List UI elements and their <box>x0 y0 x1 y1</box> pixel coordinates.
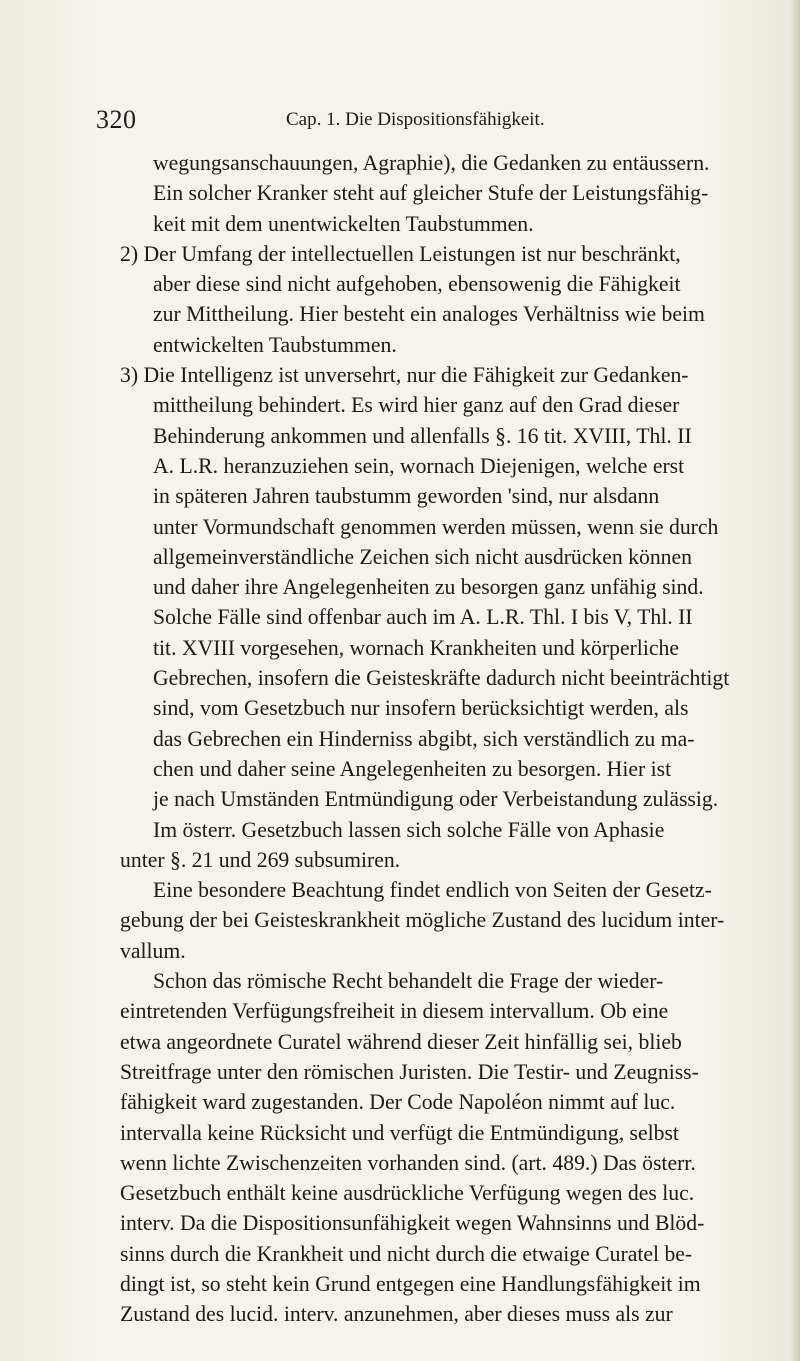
paragraph-first-line: Schon das römische Recht behandelt die Frage der wieder- <box>153 969 664 994</box>
text-line: gebung der bei Geisteskrankheit mögliche Zustand des lucidum inter- <box>120 908 725 933</box>
text-line: Zustand des lucid. interv. anzunehmen, aber dieses muss als zur <box>120 1302 673 1327</box>
text-line: Gesetzbuch enthält keine ausdrückliche Verfügung wegen des luc. <box>120 1181 695 1206</box>
text-line: wenn lichte Zwischenzeiten vorhanden sind. (art. 489.) Das österr. <box>120 1150 696 1175</box>
page-header <box>96 100 756 140</box>
text-line: das Gebrechen ein Hinderniss abgibt, sich verständlich zu ma- <box>153 726 695 751</box>
text-line: etwa angeordnete Curatel während dieser Zeit hinfällig sei, blieb <box>120 1029 682 1054</box>
text-line: aber diese sind nicht aufgehoben, ebensowenig die Fähigkeit <box>153 272 681 297</box>
text-line: intervalla keine Rücksicht und verfügt die Entmündigung, selbst <box>120 1120 679 1145</box>
text-line: mittheilung behindert. Es wird hier ganz auf den Grad dieser <box>153 393 680 418</box>
text-line: Streitfrage unter den römischen Juristen. Die Testir- und Zeugniss- <box>120 1059 699 1084</box>
text-line: sinns durch die Krankheit und nicht durch die etwaige Curatel be- <box>120 1241 693 1266</box>
text-line: wegungsanschauungen, Agraphie), die Gedanken zu entäussern. <box>153 151 710 175</box>
text-line: Gebrechen, insofern die Geisteskräfte dadurch nicht beeinträchtigt <box>153 666 730 691</box>
page-number: 320 <box>96 105 137 134</box>
text-line: keit mit dem unentwickelten Taubstummen. <box>153 211 534 236</box>
text-line: allgemeinverständliche Zeichen sich nicht ausdrücken können <box>153 544 692 569</box>
text-line: sind, vom Gesetzbuch nur insofern berücksichtigt werden, als <box>153 696 689 721</box>
text-line: je nach Umständen Entmündigung oder Verbeistandung zulässig. <box>153 787 719 812</box>
page-edge-shadow <box>790 0 800 1361</box>
text-line: eintretenden Verfügungsfreiheit in diesem intervallum. Ob eine <box>120 999 669 1024</box>
text-line: unter Vormundschaft genommen werden müssen, wenn sie durch <box>153 514 719 539</box>
text-line: interv. Da die Dispositionsunfähigkeit wegen Wahnsinns und Blöd- <box>120 1211 705 1236</box>
text-line: Solche Fälle sind offenbar auch im A. L.R. Thl. I bis V, Thl. II <box>153 605 693 630</box>
text-line: Ein solcher Kranker steht auf gleicher Stufe der Leistungsfähig- <box>153 181 709 206</box>
text-line: Behinderung ankommen und allenfalls §. 16 tit. XVIII, Thl. II <box>153 423 692 448</box>
text-line: in späteren Jahren taubstumm geworden 'sind, nur alsdann <box>153 484 660 509</box>
text-line: A. L.R. heranzuziehen sein, wornach Diejenigen, welche erst <box>153 453 685 478</box>
list-item-number-line: 2) Der Umfang der intellectuellen Leistungen ist nur beschränkt, <box>120 241 681 266</box>
paragraph-first-line: Eine besondere Beachtung findet endlich von Seiten der Gesetz- <box>153 878 712 903</box>
text-line: vallum. <box>120 938 186 963</box>
list-item-number-line: 3) Die Intelligenz ist unversehrt, nur die Fähigkeit zur Gedanken- <box>120 363 689 388</box>
body-text <box>120 148 760 1330</box>
text-line: fähigkeit ward zugestanden. Der Code Napoléon nimmt auf luc. <box>120 1090 676 1115</box>
text-line: entwickelten Taubstummen. <box>153 332 397 357</box>
paragraph-first-line: Im österr. Gesetzbuch lassen sich solche Fälle von Aphasie <box>153 817 665 842</box>
text-line: und daher ihre Angelegenheiten zu besorgen ganz unfähig sind. <box>153 575 704 600</box>
text-line: unter §. 21 und 269 subsumiren. <box>120 847 401 872</box>
text-line: dingt ist, so steht kein Grund entgegen eine Handlungsfähigkeit im <box>120 1271 701 1296</box>
running-head: Cap. 1. Die Dispositionsfähigkeit. <box>286 109 545 130</box>
text-line: zur Mittheilung. Hier besteht ein analoges Verhältniss wie beim <box>153 302 705 327</box>
text-line: chen und daher seine Angelegenheiten zu besorgen. Hier ist <box>153 756 672 781</box>
text-line: tit. XVIII vorgesehen, wornach Krankheiten und körperliche <box>153 635 679 660</box>
